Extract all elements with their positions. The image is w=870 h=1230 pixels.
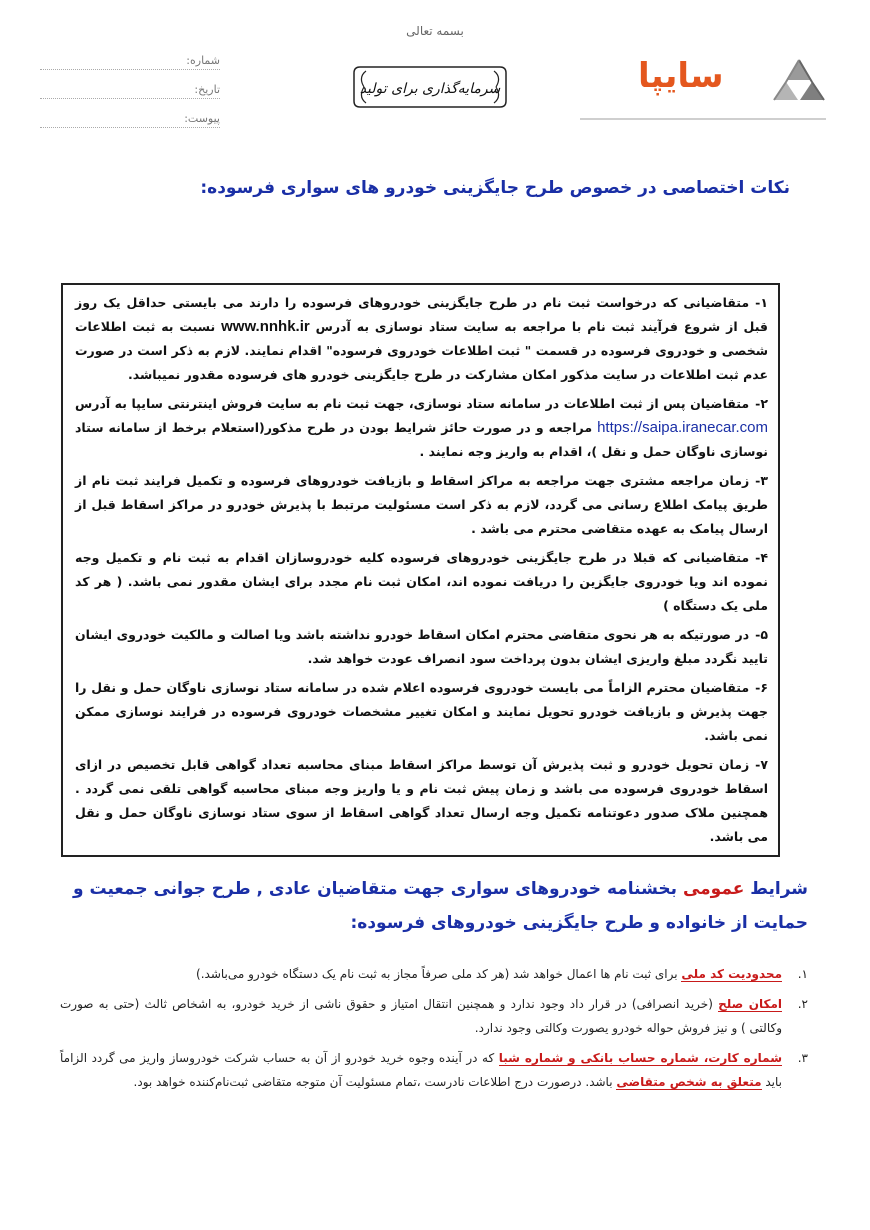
note-text: متقاضیانی که قبلا در طرح جایگزینی خودروهای فرسوده کلیه خودروسازان اقدام به ثبت نام و تکمیل وجه نموده اند ویا خودروی جایگزین را دریافت نموده اند، امکان ثبت نام مجدد برای ایشان مقدور نمی باشد. ( هر کد ملی یک دستگاه ) xyxy=(75,550,768,613)
highlighted-term: امکان صلح xyxy=(718,997,783,1011)
note-text: مراجعه و در صورت حائز شرایط بودن در طرح مذکور(استعلام برخط از سامانه ستاد نوسازی ناوگان حمل و نقل )، اقدام به واریز وجه نمایند . xyxy=(75,420,768,459)
note-item xyxy=(75,291,768,387)
note-number: ۲- xyxy=(755,396,768,411)
highlighted-term: متعلق به شخص متقاضی xyxy=(616,1075,762,1089)
condition-item xyxy=(60,962,808,986)
saipa-emblem-icon xyxy=(768,56,830,108)
general-conditions-list xyxy=(60,962,808,1100)
note-number: ۳- xyxy=(755,473,768,488)
condition-number: ۱. xyxy=(797,967,808,981)
condition-fragment: برای ثبت نام ها اعمال خواهد شد (هر کد ملی صرفاً مجاز به ثبت نام یک دستگاه خودرو می‌باشد.) xyxy=(196,967,682,981)
note-text: متقاضیان پس از ثبت اطلاعات در سامانه ستاد نوسازی، جهت ثبت نام به سایت فروش اینترنتی سایپا به آدرس xyxy=(75,396,750,411)
general-highlight: عمومی xyxy=(682,879,745,899)
note-item xyxy=(75,623,768,671)
meta-attachment: پیوست: xyxy=(40,102,220,128)
note-text: زمان تحویل خودرو و ثبت پذیرش آن توسط مراکز اسقاط مبنای محاسبه تعداد گواهی قابل تخصیص در ازای اسقاط خودروی فرسوده می باشد و زمان پیش ثبت نام و یا واریز وجه مبنای محاسبه گواهی تلقی نمی گردد . همچنین ملاک صدور دعوتنامه تکمیل وجه ارسال تعداد گواهی اسقاط از سوی ستاد نوسازی ناوگان حمل و نقل می باشد. xyxy=(75,757,768,844)
note-number: ۴- xyxy=(755,550,768,565)
note-number: ۱- xyxy=(755,295,768,310)
meta-number: شماره: xyxy=(40,44,220,70)
note-text: نسبت به ثبت اطلاعات شخصی و خودروی فرسوده در قسمت " ثبت اطلاعات خودروی فرسوده" اقدام نمایند. لازم به ذکر است در صورت عدم ثبت اطلاعات در سایت مذکور امکان مشارکت در طرح جایگزینی خودرو های فرسوده مقدور نمیباشد. xyxy=(75,319,768,382)
note-text: در صورتیکه به هر نحوی متقاضی محترم امکان اسقاط خودرو نداشته باشد ویا اصالت و مالکیت خودروی ایشان تایید نگردد مبلغ واریزی ایشان بدون پرداخت سود انصراف عودت خواهد شد. xyxy=(75,627,768,666)
general-conditions-title: شرایط عمومی بخشنامه خودروهای سواری جهت متقاضیان عادی , طرح جوانی جمعیت و حمایت از خانواده و طرح جایگزینی خودروهای فرسوده: xyxy=(72,879,808,933)
condition-fragment: (خرید انصرافی) در قرار داد وجود ندارد و همچنین انتقال امتیاز و حقوق ناشی از خرید خودرو، به اشخاص ثالث (حتی به صورت وکالتی ) و نیز فروش حواله خودرو یصورت وکالتی وجود ندارد. xyxy=(60,997,782,1035)
condition-fragment: باشد. درصورت درج اطلاعات نادرست ،تمام مسئولیت آن متوجه متقاضی ثبت‌نام‌کننده خواهد بود. xyxy=(133,1075,617,1089)
note-item xyxy=(75,753,768,849)
svg-text:سرمایه‌گذاری برای تولید: سرمایه‌گذاری برای تولید xyxy=(359,81,501,97)
page-title: نکات اختصاصی در خصوص طرح جایگزینی خودرو های سواری فرسوده: xyxy=(200,178,790,198)
highlighted-term: شماره کارت، شماره حساب بانکی و شماره شبا xyxy=(498,1051,783,1065)
condition-text xyxy=(60,962,782,986)
highlighted-term: محدودیت کد ملی xyxy=(681,967,782,981)
note-number: ۷- xyxy=(755,757,768,772)
condition-number: ۲. xyxy=(797,997,808,1011)
slogan-emblem-icon xyxy=(350,63,510,111)
saipa-logo xyxy=(630,52,830,112)
note-item xyxy=(75,546,768,618)
condition-item xyxy=(60,992,808,1040)
note-text: متقاضیان محترم الزاماً می بایست خودروی فرسوده اعلام شده در سامانه ستاد نوسازی ناوگان حمل و نقل را جهت پذیرش و بازیافت خودرو تحویل نمایند و امکان تغییر مشخصات خودروی فرسوده در فرایند نوسازی ممکن نمی باشد. xyxy=(75,680,768,743)
condition-text xyxy=(60,1046,782,1094)
website-link[interactable]: www.nnhk.ir xyxy=(221,318,310,335)
note-item xyxy=(75,392,768,464)
note-text: زمان مراجعه مشتری جهت مراجعه به مراکز اسقاط و بازیافت خودروهای فرسوده و تکمیل فرایند ثبت نام از طریق پیامک اطلاع رسانی می گردد، لازم به ذکر است مسئولیت مرتبط با پذیرش خودرو در مراکز اسقاط قبل از ارسال پیامک به عهده متقاضی محترم می باشد . xyxy=(75,473,768,536)
brand-name: سایپا xyxy=(638,56,724,96)
header-divider xyxy=(580,118,826,120)
meta-date: تاریخ: xyxy=(40,73,220,99)
bismillah-heading: بسمه تعالی xyxy=(406,24,464,38)
specific-notes-box xyxy=(61,283,780,857)
website-link[interactable]: https://saipa.iranecar.com xyxy=(597,419,768,436)
note-item xyxy=(75,469,768,541)
note-number: ۶- xyxy=(755,680,768,695)
condition-item xyxy=(60,1046,808,1094)
condition-text xyxy=(60,992,782,1040)
condition-number: ۳. xyxy=(797,1051,808,1065)
note-text: متقاضیانی که درخواست ثبت نام در طرح جایگزینی خودروهای فرسوده را دارند می بایستی حداقل یک روز قبل از شروع فرآیند ثبت نام با مراجعه به سایت ستاد نوسازی به آدرس xyxy=(75,295,768,334)
condition-fragment: که در آینده وجوه خرید خودرو از آن به حساب شرکت خودروساز واریز می گردد الزاماً باید xyxy=(60,1051,782,1089)
note-item xyxy=(75,676,768,748)
letter-meta xyxy=(40,44,220,131)
note-number: ۵- xyxy=(755,627,768,642)
